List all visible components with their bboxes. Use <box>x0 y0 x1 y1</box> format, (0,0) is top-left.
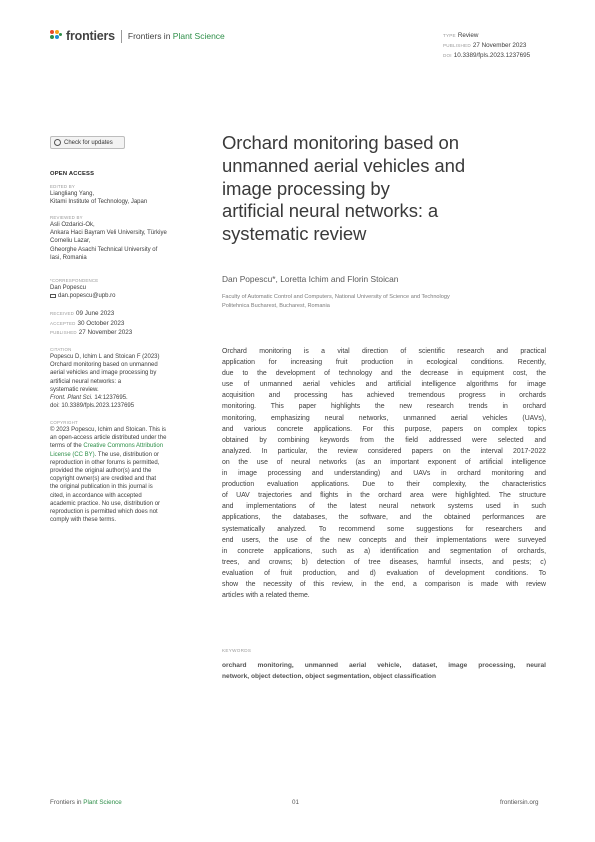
check-for-updates-label: Check for updates <box>64 139 113 146</box>
frontiers-logo[interactable] <box>50 29 225 43</box>
page-number: 01 <box>292 799 300 806</box>
meta-published: PUBLISHED 27 November 2023 <box>443 42 527 49</box>
license-link[interactable]: Creative Commons Attribution <box>83 443 164 450</box>
journal-name: Frontiers in Plant Science <box>127 31 225 41</box>
copyright-block: COPYRIGHT © 2023 Popescu, Ichim and Stoican. This is an open-access article distributed under the terms of the Creative Commons Attribution License (CC BY). The use, distribution or reproduction in other forums is permitted, provided the original author(s) and the copyright owner(s) are credited and that the original publication in this journal is cited, in accordance with accepted academic practice. No use, distribution or reproduction is permitted which does not comply with these terms. <box>50 420 167 524</box>
abstract: Orchard monitoring is a vital direction of scientific research and practical application for increasing fruit production in ecological conditions. Recently, due to the development of technology and the decrease in equipment cost, the use of unmanned aerial vehicles and artificial intelligence algorithms for image acquisition and processing has achieved tremendous progress in orchards monitoring. This paper highlights the new research trends in orchard monitoring, emphasizing neural networks, unmanned aerial vehicles (UAVs), and various concrete applications. For this purpose, papers on complex topics obtained by combining keywords from the field addressed were selected and analyzed. In particular, the review considered papers on the interval 2017-2022 on the use of neural networks (as an important exponent of artificial intelligence in image processing and understanding) and UAVs in orchard monitoring and production evaluation applications. Due to their complexity, the characteristics of UAV trajectories and flights in the orchard area were highlighted. The structure and implementations of the latest neural network systems used in such applications, the databases, the software, and the obtained performances are systematically analyzed. To recommend some suggestions for researchers and end users, the use of the new concepts and their implementations were surveyed in concrete applications, such as a) identification and segmentation of orchards, trees, and crowns; b) detection of tree diseases, harmful insects, and pests; c) evaluation of fruit production, and d) evaluation of development conditions. To show the necessity of this review, in the end, a comparison is made with review articles with a related theme. <box>222 348 546 600</box>
article-affiliation: Faculty of Automatic Control and Computers, National University of Science and Technology Politehnica Bucharest, Bucharest, Romania <box>222 294 450 310</box>
correspondence-block: *CORRESPONDENCE Dan Popescu dan.popescu@upb.ro <box>50 278 220 300</box>
article-title: Orchard monitoring based on unmanned aerial vehicles and image processing by artificial neural networks: a systematic review <box>222 132 466 245</box>
article-authors: Dan Popescu*, Loretta Ichim and Florin Stoican <box>222 274 399 284</box>
frontiers-logo-icon <box>50 30 63 43</box>
license-link-cont[interactable]: License (CC BY) <box>50 451 95 458</box>
envelope-icon <box>50 294 56 298</box>
article-meta <box>443 31 530 61</box>
refresh-icon <box>54 139 61 146</box>
logo-wordmark: frontiers <box>66 29 115 43</box>
citation-block: CITATION Popescu D, Ichim L and Stoican F (2023) Orchard monitoring based on unmanned aerial vehicles and image processing by artificial neural networks: a systematic review. Front. Plant Sci. 14:1237695. doi: 10.3389/fpls.2023.1237695 <box>50 347 160 410</box>
check-for-updates-button[interactable] <box>50 136 125 149</box>
footer-website-link[interactable]: frontiersin.org <box>500 799 539 806</box>
edited-by-block: EDITED BY Liangliang Yang, Kitami Institute of Technology, Japan <box>50 184 148 206</box>
dates-block: RECEIVED 09 June 2023 ACCEPTED 30 October 2023 PUBLISHED 27 November 2023 <box>50 310 133 336</box>
logo-divider <box>121 30 122 43</box>
meta-doi: DOI 10.3389/fpls.2023.1237695 <box>443 52 531 59</box>
keywords: orchard monitoring, unmanned aerial vehicle, dataset, image processing, neural network, object detection, object segmentation, object classification <box>222 662 546 681</box>
footer-journal: Frontiers in Plant Science <box>50 799 122 806</box>
reviewed-by-block: REVIEWED BY Asli Ozdarici-Ok, Ankara Haci Bayram Veli University, Türkiye Corneliu Lazar, Gheorghe Asachi Technical University of Iasi, Romania <box>50 215 167 261</box>
open-access-label: OPEN ACCESS <box>50 171 95 177</box>
meta-type: TYPE Review <box>443 32 479 39</box>
keywords-heading: KEYWORDS <box>222 648 252 653</box>
correspondence-email-link[interactable]: dan.popescu@upb.ro <box>50 292 220 300</box>
